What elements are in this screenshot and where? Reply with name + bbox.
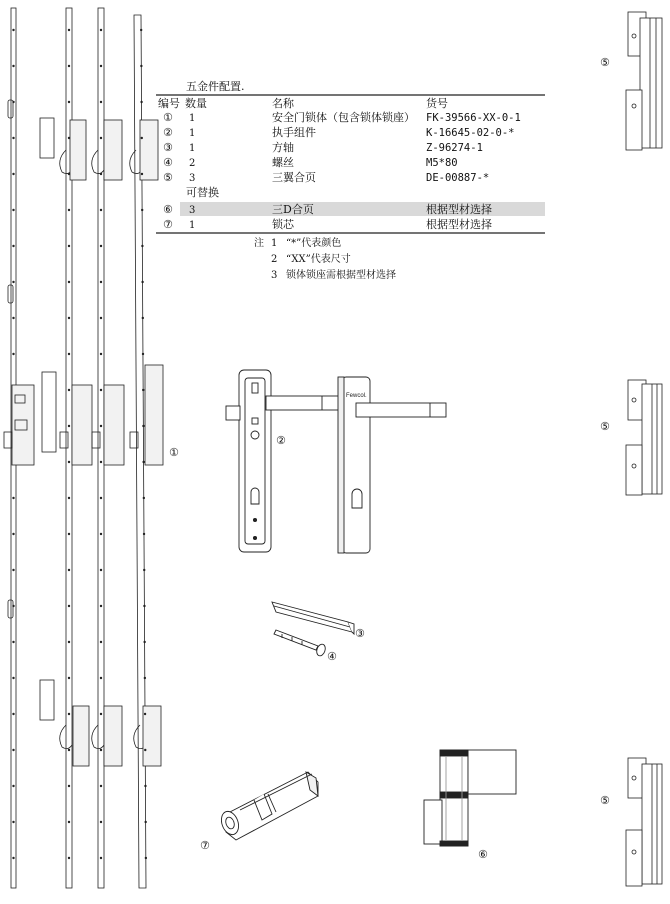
strip-hole — [141, 137, 143, 139]
row-no: ② — [163, 126, 173, 139]
strip-hole — [141, 209, 143, 211]
strip-hole — [12, 101, 14, 103]
strip-hole — [100, 713, 102, 715]
row-name: 执手组件 — [272, 126, 316, 139]
note-text: 锁体锁座需根据型材选择 — [286, 270, 396, 281]
strip-hole — [143, 605, 145, 607]
strip-hole — [12, 65, 14, 67]
strip-hole — [100, 65, 102, 67]
row-no: ① — [163, 111, 173, 124]
strip-hole — [68, 281, 70, 283]
strip-hole — [68, 821, 70, 823]
strip-hole — [12, 209, 14, 211]
strip-hole — [142, 317, 144, 319]
strip-hole — [144, 749, 146, 751]
hinge-middle-callout: ⑤ — [600, 420, 610, 433]
table-row — [163, 140, 483, 154]
table-row — [163, 170, 489, 184]
strip-hole — [140, 65, 142, 67]
row-code: DE-00887-* — [426, 172, 490, 184]
strip-hole — [12, 533, 14, 535]
row-no: ④ — [163, 156, 173, 169]
strip-hole — [144, 677, 146, 679]
row-name: 螺丝 — [272, 156, 294, 169]
strip-hole — [100, 353, 102, 355]
strip-hole — [68, 605, 70, 607]
notes — [254, 236, 396, 281]
strip-hole — [141, 173, 143, 175]
row-code: FK-39566-XX-0-1 — [426, 112, 521, 124]
strip-hole — [12, 605, 14, 607]
strip-hole — [100, 173, 102, 175]
row-qty: 1 — [189, 143, 196, 154]
strip-hole — [12, 353, 14, 355]
note-number: 3 — [271, 270, 278, 281]
strip-hole — [68, 389, 70, 391]
strip-hole — [100, 821, 102, 823]
strip-hole — [100, 569, 102, 571]
row-no: ⑤ — [163, 171, 173, 184]
strip-hole — [100, 29, 102, 31]
hinge-bottom-callout: ⑤ — [600, 794, 610, 807]
lock-strip-2 — [60, 8, 92, 888]
strip-hole — [12, 317, 14, 319]
row-code: M5*80 — [426, 157, 458, 169]
hinge-top-callout: ⑤ — [600, 56, 610, 69]
strip-hole — [100, 605, 102, 607]
strip-hole — [12, 821, 14, 823]
strip-hole — [68, 65, 70, 67]
row-code: 根据型材选择 — [426, 203, 492, 216]
lock-strip-1 — [4, 8, 56, 888]
strip-hole — [68, 713, 70, 715]
handle-set-drawing — [226, 370, 446, 553]
hinge-top-drawing — [626, 12, 662, 150]
strip-hole — [68, 497, 70, 499]
header-name: 名称 — [272, 97, 294, 110]
row-name: 三D合页 — [272, 203, 314, 216]
row-qty: 1 — [189, 128, 196, 139]
strip-hole — [68, 425, 70, 427]
strip-hole — [143, 569, 145, 571]
row-name: 锁芯 — [272, 218, 294, 231]
strip-hole — [145, 857, 147, 859]
strip-hole — [141, 281, 143, 283]
hinge-bottom-drawing — [626, 758, 662, 886]
strip-hole — [142, 389, 144, 391]
lock-strip-4 — [130, 15, 163, 888]
strip-hole — [12, 245, 14, 247]
table-row — [163, 155, 458, 169]
strip-hole — [100, 461, 102, 463]
spindle-drawing — [272, 602, 354, 634]
strip-hole — [68, 29, 70, 31]
strip-hole — [100, 137, 102, 139]
strip-hole — [100, 749, 102, 751]
header-code: 货号 — [426, 97, 448, 110]
strip-hole — [68, 785, 70, 787]
row-name: 方轴 — [272, 141, 294, 154]
strip-hole — [144, 785, 146, 787]
strip-hole — [140, 29, 142, 31]
table-title: 五金件配置. — [186, 80, 245, 93]
cylinder-callout: ⑦ — [200, 839, 210, 852]
strip-hole — [12, 677, 14, 679]
row-code: 根据型材选择 — [426, 218, 492, 231]
notes-prefix: 注 — [254, 238, 264, 249]
strip-hole — [68, 209, 70, 211]
strip-hole — [100, 281, 102, 283]
strip-hole — [143, 641, 145, 643]
strip-hole — [100, 857, 102, 859]
strip-hole — [68, 173, 70, 175]
strip-hole — [68, 533, 70, 535]
hinge-middle-drawing — [626, 380, 662, 495]
strip-hole — [142, 353, 144, 355]
screw-drawing — [274, 630, 327, 657]
strip-hole — [12, 29, 14, 31]
hinge-3d-drawing — [424, 750, 516, 846]
strip-hole — [68, 317, 70, 319]
row-code: Z-96274-1 — [426, 142, 483, 154]
parts-table — [156, 79, 545, 233]
handle-callout: ② — [276, 434, 286, 447]
row-qty: 3 — [189, 205, 196, 216]
row-qty: 3 — [189, 173, 196, 184]
row-qty: 1 — [189, 220, 196, 231]
strip-hole — [12, 137, 14, 139]
row-name: 三翼合页 — [272, 171, 316, 184]
strip-hole — [100, 497, 102, 499]
lock-strip-3 — [92, 8, 124, 888]
row-no: ⑥ — [163, 203, 173, 216]
strip-hole — [100, 389, 102, 391]
strip-hole — [68, 245, 70, 247]
note-text: “XX”代表尺寸 — [286, 254, 351, 265]
strip-hole — [100, 209, 102, 211]
strip-hole — [100, 101, 102, 103]
screw-callout: ④ — [327, 650, 337, 663]
strip-hole — [68, 677, 70, 679]
strip-hole — [12, 281, 14, 283]
strip-hole — [100, 317, 102, 319]
strip-hole — [100, 641, 102, 643]
strip-hole — [100, 425, 102, 427]
note-text: “*”代表颜色 — [286, 238, 342, 249]
strip-hole — [12, 785, 14, 787]
strip-hole — [142, 425, 144, 427]
row-qty: 2 — [189, 158, 196, 169]
strip-hole — [12, 173, 14, 175]
handle-logo: Fewcol. — [346, 393, 367, 399]
row-code: K-16645-02-0-* — [426, 127, 515, 139]
strip-hole — [143, 497, 145, 499]
strip-hole — [100, 533, 102, 535]
strip-hole — [100, 245, 102, 247]
row-no: ⑦ — [163, 218, 173, 231]
header-no: 编号 — [158, 97, 180, 110]
table-row — [163, 217, 492, 231]
strip-hole — [12, 857, 14, 859]
row-qty: 1 — [189, 113, 196, 124]
lock-cylinder-drawing — [218, 772, 318, 840]
strip-hole — [68, 857, 70, 859]
strip-hole — [144, 713, 146, 715]
strip-hole — [144, 821, 146, 823]
hinge-3d-callout: ⑥ — [478, 848, 488, 861]
note-number: 2 — [271, 254, 278, 265]
strip-hole — [12, 641, 14, 643]
strip-hole — [12, 749, 14, 751]
strip-hole — [12, 713, 14, 715]
strip-hole — [68, 137, 70, 139]
strip-hole — [141, 245, 143, 247]
strip-hole — [12, 497, 14, 499]
strip-hole — [68, 749, 70, 751]
table-row — [163, 110, 521, 124]
strip-hole — [100, 677, 102, 679]
strip-hole — [143, 533, 145, 535]
alternatives-label: 可替换 — [186, 186, 219, 199]
strip-hole — [68, 461, 70, 463]
row-name: 安全门锁体（包含锁体锁座） — [272, 111, 415, 124]
strip-hole — [140, 101, 142, 103]
strip-hole — [12, 569, 14, 571]
table-row — [163, 125, 515, 139]
strip-hole — [142, 461, 144, 463]
strip-hole — [68, 569, 70, 571]
spindle-callout: ③ — [355, 627, 365, 640]
lock-body-callout: ① — [169, 446, 179, 459]
row-no: ③ — [163, 141, 173, 154]
strip-hole — [68, 353, 70, 355]
strip-hole — [68, 101, 70, 103]
strip-hole — [100, 785, 102, 787]
strip-hole — [68, 641, 70, 643]
note-number: 1 — [271, 238, 278, 249]
multipoint-lock-strips — [4, 8, 163, 888]
header-qty: 数量 — [185, 97, 207, 110]
